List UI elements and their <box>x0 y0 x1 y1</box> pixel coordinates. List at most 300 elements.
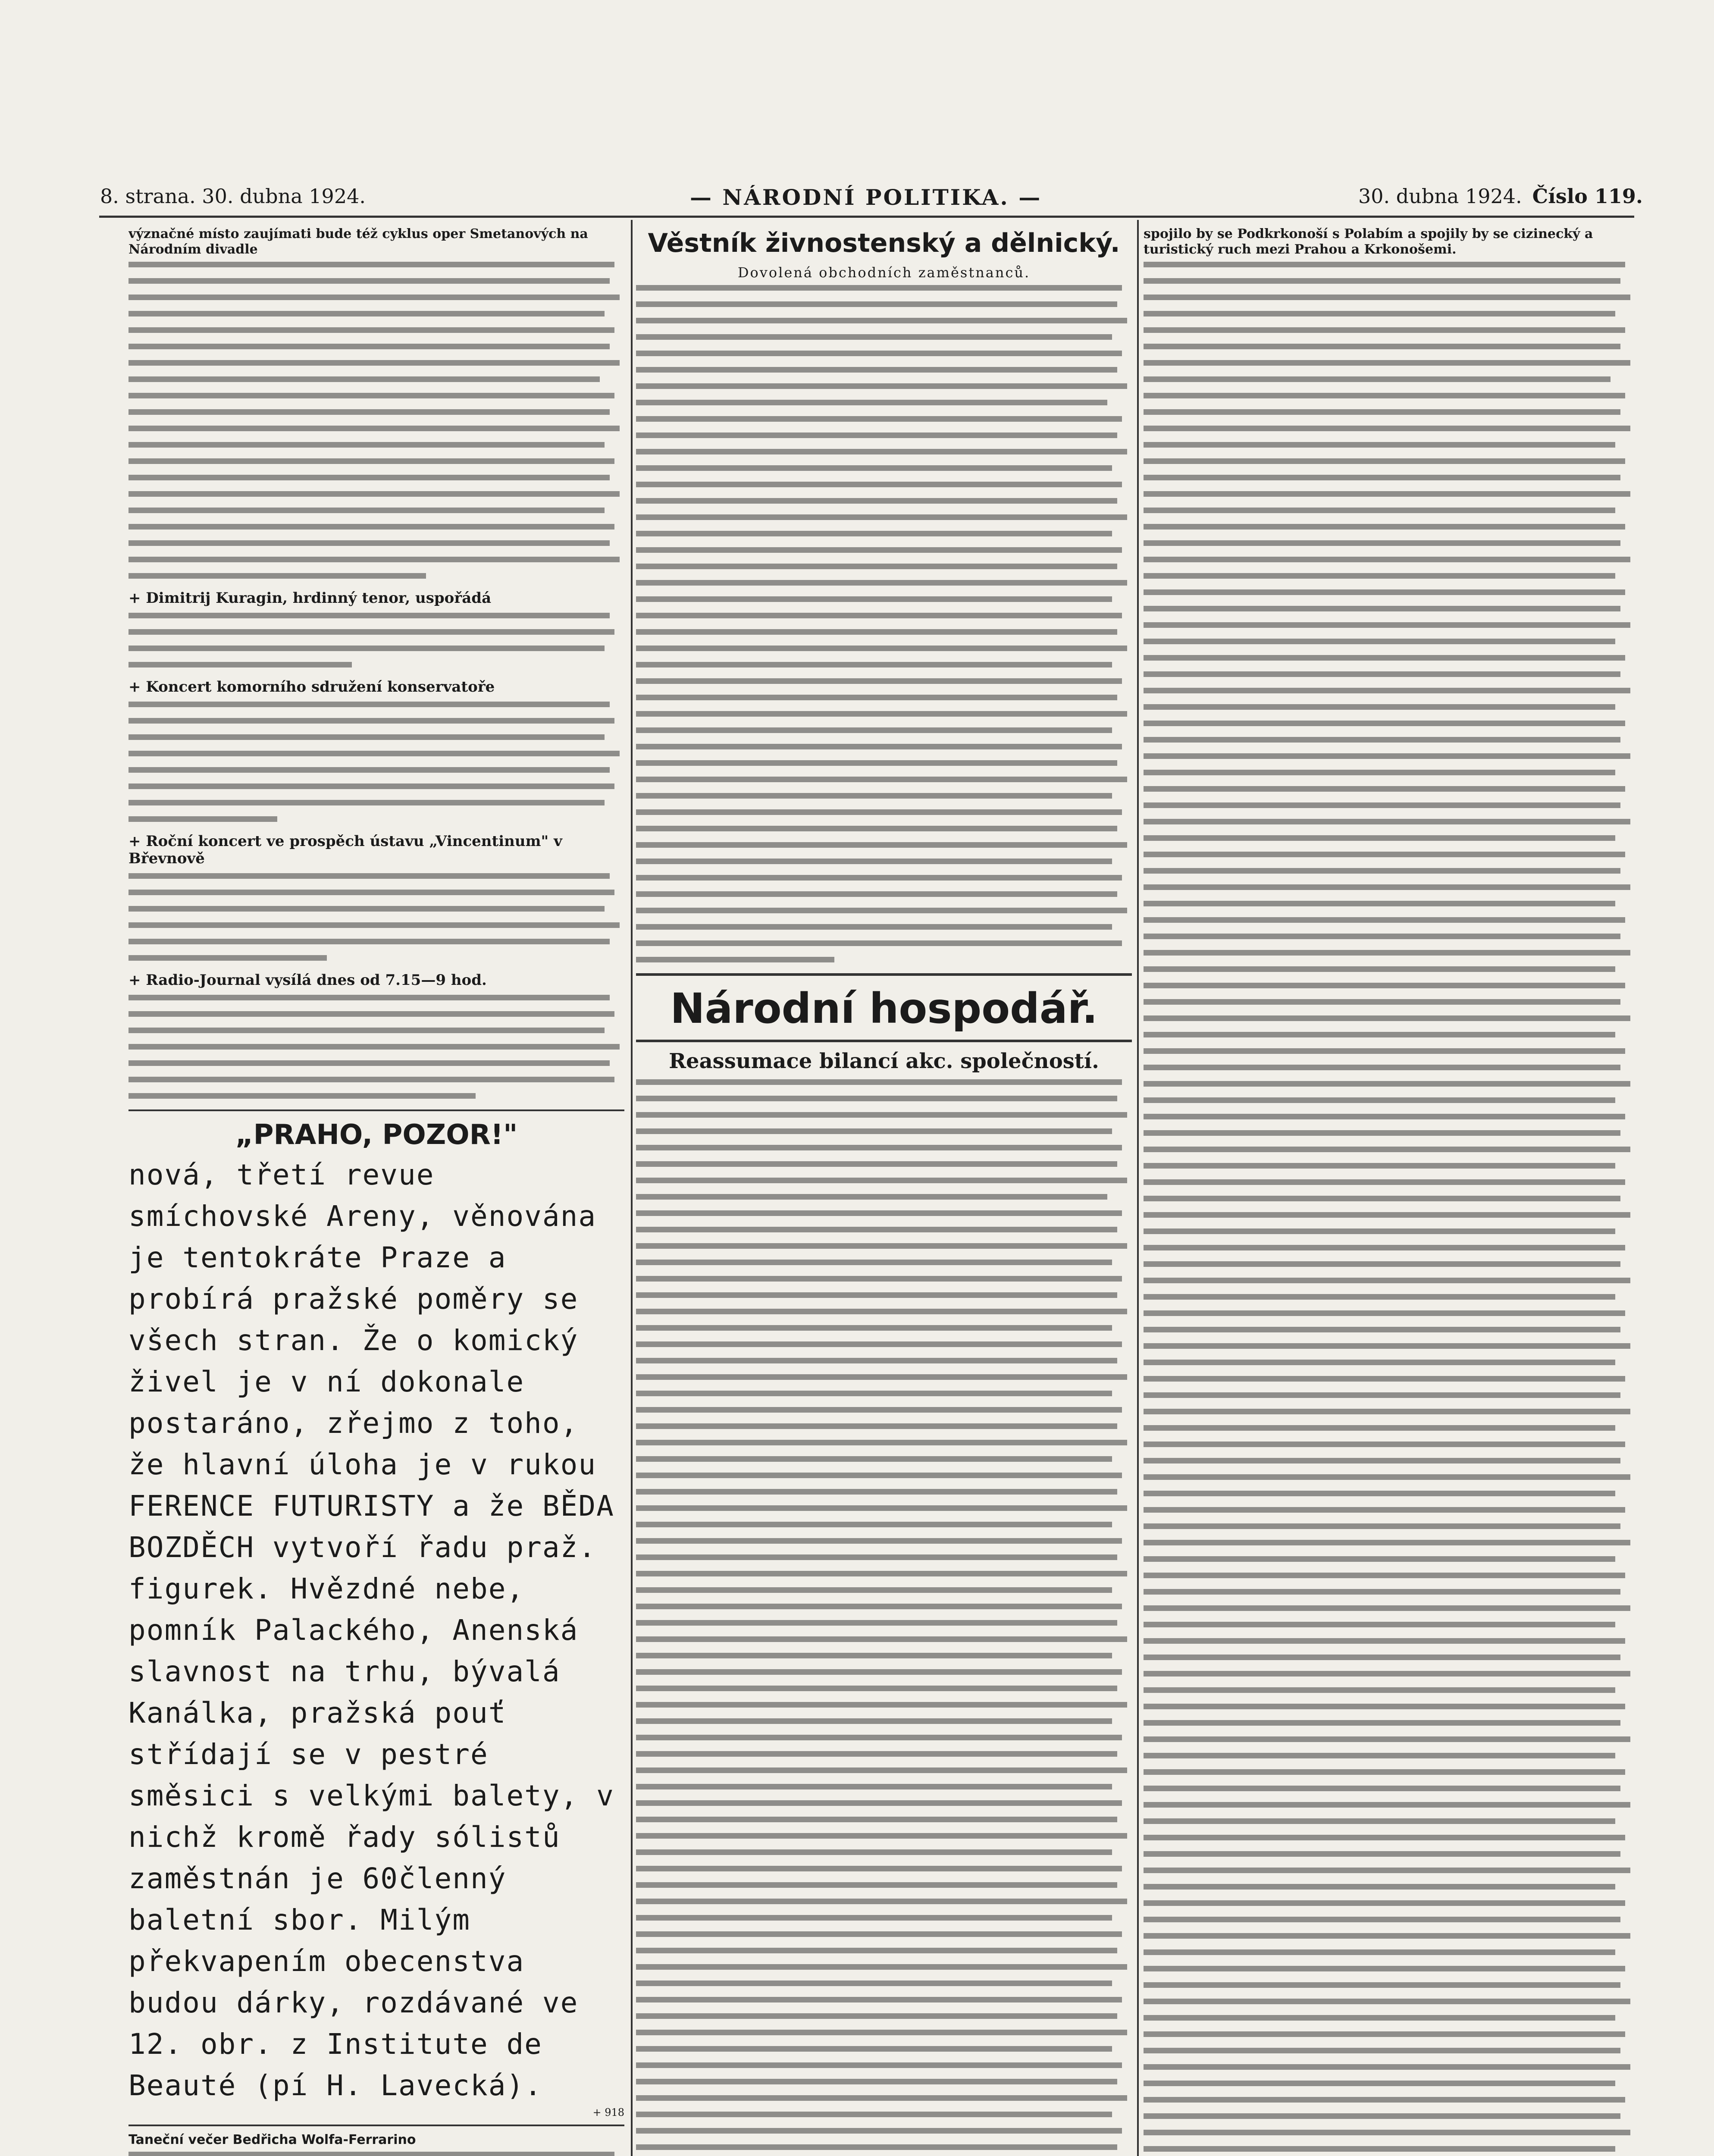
text-line <box>636 318 1127 323</box>
text-line <box>128 393 614 398</box>
text-line <box>636 875 1122 881</box>
text-line <box>636 1178 1127 1183</box>
text-line <box>128 524 614 530</box>
text-line <box>636 2079 1117 2084</box>
text-line <box>1144 1179 1625 1185</box>
text-line <box>128 955 327 961</box>
text-line <box>636 432 1117 438</box>
text-line <box>636 367 1117 373</box>
text-line <box>1144 1556 1615 1562</box>
text-line <box>128 1077 614 1082</box>
text-line <box>636 1341 1122 1347</box>
text-line <box>1144 1458 1620 1463</box>
text-line <box>1144 1982 1620 1988</box>
text-line <box>636 1423 1117 1429</box>
text-line <box>1144 1999 1630 2004</box>
text-line <box>1144 1753 1615 1758</box>
item-koncert-body <box>128 702 624 822</box>
text-line <box>1144 1966 1625 1971</box>
text-line <box>636 1210 1122 1216</box>
separator <box>128 1109 624 1111</box>
text-line <box>1144 1196 1620 1201</box>
text-line <box>636 514 1127 520</box>
text-line <box>636 1473 1122 1478</box>
praho-pozor-heading: „PRAHO, POZOR!" <box>235 1119 518 1151</box>
text-line <box>1144 1736 1630 1742</box>
text-line <box>1144 491 1630 497</box>
text-line <box>636 1227 1117 1232</box>
text-line <box>1144 327 1625 333</box>
col3-intro-text: spojilo by se Podkrkonoší s Polabím a spojily by se cizinecký a turistický ruch mezi Prahou a Krkonošemi. <box>1144 226 1593 257</box>
text-line <box>1144 1802 1630 1808</box>
text-line <box>128 1060 610 1066</box>
text-line <box>636 1636 1127 1642</box>
text-line <box>1144 622 1630 628</box>
col3-body-block-1 <box>1144 262 1635 2156</box>
header-rule <box>99 216 1634 218</box>
text-line <box>636 449 1127 454</box>
text-line <box>128 995 610 1000</box>
text-line <box>1144 852 1625 857</box>
text-line <box>128 939 610 944</box>
text-line <box>636 547 1122 553</box>
text-line <box>636 695 1117 700</box>
text-line <box>1144 360 1630 366</box>
text-line <box>636 1522 1112 1527</box>
text-line <box>1144 1884 1615 1890</box>
text-line <box>128 751 620 756</box>
text-line <box>636 1505 1127 1511</box>
text-line <box>636 465 1112 471</box>
text-line <box>1144 1245 1625 1250</box>
text-line <box>1144 2015 1615 2021</box>
text-line <box>636 1587 1112 1593</box>
text-line <box>1144 1442 1625 1447</box>
text-line <box>1144 2113 1620 2119</box>
text-line <box>128 262 614 267</box>
text-line <box>1144 1491 1615 1496</box>
text-line <box>1144 770 1615 775</box>
item-radio-body <box>128 995 624 1099</box>
text-line <box>1144 1573 1625 1578</box>
text-line <box>1144 508 1615 513</box>
text-line <box>1144 1655 1620 1660</box>
text-line <box>1144 1163 1615 1169</box>
text-line <box>636 1767 1127 1773</box>
text-line <box>1144 1343 1630 1349</box>
col1-intro-text: význačné místo zaujímati bude též cyklus oper Smetanových na Národním divadle <box>128 226 588 257</box>
text-line <box>1144 1507 1625 1513</box>
text-line <box>1144 1933 1630 1939</box>
text-line <box>636 1604 1122 1609</box>
text-line <box>636 596 1112 602</box>
text-line <box>636 1456 1112 1462</box>
text-line <box>128 540 610 546</box>
text-line <box>636 1325 1112 1331</box>
text-line <box>128 767 610 773</box>
text-line <box>636 351 1122 356</box>
text-line <box>636 285 1122 291</box>
text-line <box>1144 409 1620 415</box>
text-line <box>128 1011 614 1017</box>
text-line <box>1144 2146 1615 2152</box>
text-line <box>636 1407 1122 1413</box>
item-rocni-body <box>128 873 624 961</box>
text-line <box>1144 2048 1620 2053</box>
text-line <box>636 400 1107 405</box>
text-line <box>636 891 1117 897</box>
date-text: 30. dubna 1924. <box>1358 185 1522 208</box>
text-line <box>128 344 610 349</box>
text-line <box>636 1735 1122 1740</box>
narodni-hospodar-heading: Národní hospodář. <box>670 984 1098 1033</box>
text-line <box>636 1374 1127 1380</box>
issue-number: Číslo 119. <box>1532 185 1643 208</box>
text-line <box>1144 1720 1620 1726</box>
text-line <box>636 908 1127 913</box>
text-line <box>1144 1851 1620 1857</box>
text-line <box>636 1128 1112 1134</box>
text-line <box>636 1358 1117 1363</box>
text-line <box>1144 589 1625 595</box>
text-line <box>636 482 1122 487</box>
text-line <box>1144 704 1615 710</box>
text-line <box>636 2046 1112 2052</box>
text-line <box>636 1751 1117 1757</box>
text-line <box>128 327 614 333</box>
text-line <box>1144 737 1620 743</box>
text-line <box>1144 1605 1630 1611</box>
text-line <box>1144 1425 1615 1431</box>
text-line <box>128 662 352 667</box>
text-line <box>128 442 605 448</box>
column-rule-1 <box>631 220 633 2156</box>
text-line <box>1144 819 1630 824</box>
vestnik-heading: Věstník živnostenský a dělnický. <box>648 228 1120 258</box>
text-line <box>1144 1409 1630 1414</box>
text-line <box>636 1784 1112 1789</box>
text-line <box>636 1817 1117 1822</box>
text-line <box>1144 655 1625 661</box>
text-line <box>636 1260 1112 1265</box>
text-line <box>1144 1097 1615 1103</box>
text-line <box>1144 1769 1625 1775</box>
text-line <box>1144 802 1620 808</box>
praho-pozor-text: nová, třetí revue smíchovské Areny, věnována je tentokráte Praze a probírá pražské poměry se všech stran. Že o komický živel je v ní dokonale postaráno, zřejmo z toho, že hlavní úloha je v rukou FERENCE FUTURISTY a že BĚDA BOZDĚCH vytvoří řadu praž. figurek. Hvězdné nebe, pomník Palackého, Anenská slavnost na trhu, bývalá Kanálka, pražská pouť střídají se v pestré směsici s velkými balety, v nichž kromě řady sólistů zaměstnán je 60členný baletní sbor. Milým překvapením obecenstva budou dárky, rozdávané ve 12. obr. z Institute de Beauté (pí H. Lavecká). <box>128 1158 614 2102</box>
text-line <box>636 498 1117 504</box>
text-line <box>128 491 620 497</box>
text-line <box>128 475 610 480</box>
text-line <box>128 816 277 822</box>
column-3 <box>1144 226 1635 2156</box>
text-line <box>128 1093 476 1099</box>
text-line <box>636 809 1122 815</box>
text-line <box>1144 999 1620 1005</box>
text-line <box>1144 278 1620 284</box>
text-line <box>636 1931 1122 1937</box>
text-line <box>128 409 610 415</box>
text-line <box>128 873 610 879</box>
text-line <box>636 826 1117 831</box>
text-line <box>636 531 1112 536</box>
text-line <box>1144 295 1630 300</box>
text-line <box>1144 1212 1630 1218</box>
text-line <box>636 1554 1117 1560</box>
reassumace-body <box>636 1079 1132 2156</box>
text-line <box>128 783 614 789</box>
text-line <box>636 957 834 962</box>
text-line <box>1144 311 1615 317</box>
text-line <box>636 1276 1122 1282</box>
item-kuragin-body <box>128 613 624 667</box>
text-line <box>128 278 610 284</box>
item-koncert-heading: + Koncert komorního sdružení konservatoře <box>128 678 495 696</box>
text-line <box>636 924 1112 930</box>
paper-title: — NÁRODNÍ POLITIKA. — <box>690 185 1042 210</box>
text-line <box>636 678 1122 684</box>
text-line <box>636 301 1117 307</box>
text-line <box>128 295 620 300</box>
issue-date <box>1358 185 1643 208</box>
vestnik-lead: Dovolená obchodních zaměstnanců. <box>737 264 1031 281</box>
text-line <box>636 1096 1117 1101</box>
text-line <box>1144 835 1615 841</box>
text-line <box>636 1915 1112 1921</box>
text-line <box>636 1899 1127 1904</box>
text-line <box>1144 1818 1615 1824</box>
text-line <box>636 727 1112 733</box>
text-line <box>636 777 1127 782</box>
text-line <box>128 906 605 912</box>
text-line <box>1144 606 1620 611</box>
text-line <box>636 1833 1127 1839</box>
text-line <box>636 2112 1112 2117</box>
text-line <box>636 662 1112 667</box>
text-line <box>128 922 620 928</box>
text-line <box>128 1044 620 1050</box>
text-line <box>1144 983 1625 988</box>
text-line <box>1144 1360 1615 1365</box>
text-line <box>128 718 614 724</box>
text-line <box>1144 688 1630 693</box>
text-line <box>128 613 610 618</box>
vestnik-body <box>636 285 1132 962</box>
text-line <box>636 2062 1122 2068</box>
text-line <box>1144 2097 1625 2103</box>
text-line <box>636 1489 1117 1495</box>
text-line <box>636 1571 1127 1576</box>
text-line <box>1144 540 1620 546</box>
item-rocni-heading: + Roční koncert ve prospěch ústavu „Vincentinum" v Břevnově <box>128 833 562 867</box>
text-line <box>128 2152 614 2156</box>
text-line <box>1144 1048 1625 1054</box>
text-line <box>1144 1868 1630 1873</box>
text-line <box>636 2013 1117 2019</box>
text-line <box>1144 1589 1620 1595</box>
text-line <box>1144 1228 1615 1234</box>
text-line <box>636 383 1127 389</box>
text-line <box>636 646 1127 651</box>
text-line <box>636 1981 1112 1986</box>
text-line <box>1144 1917 1620 1922</box>
text-line <box>128 646 605 651</box>
separator <box>636 1040 1132 1042</box>
text-line <box>1144 1949 1615 1955</box>
text-line <box>1144 262 1625 267</box>
text-line <box>1144 1900 1625 1906</box>
text-line <box>1144 671 1620 677</box>
text-line <box>128 508 605 513</box>
column-rule-2 <box>1137 220 1139 2156</box>
text-line <box>636 1948 1117 1953</box>
text-line <box>1144 458 1625 464</box>
reassumace-heading: Reassumace bilancí akc. společností. <box>669 1049 1099 1073</box>
text-line <box>1144 557 1630 562</box>
text-line <box>1144 934 1620 939</box>
text-line <box>636 1620 1117 1626</box>
text-line <box>636 1702 1127 1708</box>
text-line <box>1144 1671 1630 1677</box>
text-line <box>128 734 605 740</box>
column-1 <box>128 226 624 2156</box>
text-line <box>1144 950 1630 956</box>
text-line <box>636 2030 1127 2035</box>
text-line <box>636 1800 1122 1806</box>
text-line <box>636 1194 1107 1200</box>
text-line <box>1144 1130 1620 1136</box>
text-line <box>1144 344 1620 349</box>
text-line <box>636 1882 1117 1888</box>
text-line <box>636 1997 1122 2002</box>
text-line <box>636 1112 1127 1118</box>
praho-ad-number: + 918 <box>592 2106 624 2118</box>
text-line <box>1144 1065 1620 1070</box>
text-line <box>636 629 1117 635</box>
text-line <box>1144 1327 1620 1332</box>
text-line <box>1144 884 1630 890</box>
text-line <box>636 1309 1127 1314</box>
text-line <box>1144 1835 1625 1840</box>
text-line <box>128 890 614 895</box>
text-line <box>1144 1015 1630 1021</box>
text-line <box>1144 1310 1625 1316</box>
text-line <box>1144 868 1620 874</box>
text-line <box>128 629 614 635</box>
text-line <box>128 458 614 464</box>
text-line <box>636 842 1127 848</box>
text-line <box>1144 917 1625 923</box>
text-line <box>636 580 1127 586</box>
text-line <box>1144 1704 1625 1709</box>
text-line <box>1144 1392 1620 1398</box>
tanecni-ad: Taneční večer Bedřicha Wolfa-Ferrarino <box>128 2132 416 2147</box>
text-line <box>636 1079 1122 1085</box>
text-line <box>1144 1687 1615 1693</box>
text-line <box>636 1440 1127 1445</box>
text-line <box>636 940 1122 946</box>
text-line <box>636 1686 1117 1691</box>
text-line <box>636 793 1112 799</box>
text-line <box>1144 1786 1620 1791</box>
text-line <box>128 426 620 431</box>
text-line <box>1144 1294 1615 1300</box>
text-line <box>1144 786 1625 792</box>
text-line <box>1144 1638 1625 1644</box>
text-line <box>1144 1474 1630 1480</box>
text-line <box>1144 2064 1630 2070</box>
text-line <box>636 564 1117 569</box>
separator <box>636 973 1132 976</box>
text-line <box>1144 376 1611 382</box>
text-line <box>1144 901 1615 906</box>
text-line <box>636 760 1117 766</box>
text-line <box>1144 524 1625 530</box>
text-line <box>636 1391 1112 1396</box>
text-line <box>1144 1376 1625 1382</box>
text-line <box>1144 426 1630 431</box>
text-line <box>636 1866 1122 1871</box>
text-line <box>636 1669 1122 1675</box>
text-line <box>1144 573 1615 579</box>
col1-body-block-1 <box>128 262 624 579</box>
text-line <box>636 711 1127 717</box>
text-line <box>1144 966 1615 972</box>
text-line <box>636 334 1112 340</box>
text-line <box>128 376 600 382</box>
text-line <box>128 360 620 366</box>
text-line <box>128 311 605 317</box>
text-line <box>1144 1540 1630 1545</box>
text-line <box>1144 1261 1620 1267</box>
text-line <box>636 2128 1122 2134</box>
text-line <box>636 2095 1127 2101</box>
separator <box>128 2125 624 2126</box>
text-line <box>636 1145 1122 1150</box>
text-line <box>636 859 1112 864</box>
text-line <box>636 1718 1112 1724</box>
text-line <box>636 613 1122 618</box>
text-line <box>636 1653 1112 1658</box>
text-line <box>128 573 426 579</box>
text-line <box>1144 393 1625 398</box>
text-line <box>128 557 620 562</box>
page-number-date: 8. strana. 30. dubna 1924. <box>100 185 366 208</box>
text-line <box>636 2144 1117 2150</box>
text-line <box>636 1161 1117 1167</box>
text-line <box>1144 2081 1615 2086</box>
text-line <box>636 1538 1122 1544</box>
text-line <box>636 416 1122 422</box>
text-line <box>636 1849 1112 1855</box>
item-kuragin-heading: + Dimitrij Kuragin, hrdinný tenor, uspořádá <box>128 589 492 607</box>
text-line <box>1144 1523 1620 1529</box>
text-line <box>636 1964 1127 1970</box>
text-line <box>128 800 605 805</box>
text-line <box>636 1292 1117 1298</box>
text-line <box>1144 721 1625 726</box>
text-line <box>1144 639 1615 644</box>
item-radio-heading: + Radio-Journal vysílá dnes od 7.15—9 hod. <box>128 971 487 989</box>
text-line <box>1144 2130 1630 2135</box>
text-line <box>1144 1081 1630 1087</box>
text-line <box>1144 2031 1625 2037</box>
text-line <box>1144 475 1620 480</box>
text-line <box>128 702 610 707</box>
text-line <box>128 1028 605 1033</box>
text-line <box>1144 1032 1615 1037</box>
text-line <box>636 744 1122 749</box>
text-line <box>636 1243 1127 1249</box>
